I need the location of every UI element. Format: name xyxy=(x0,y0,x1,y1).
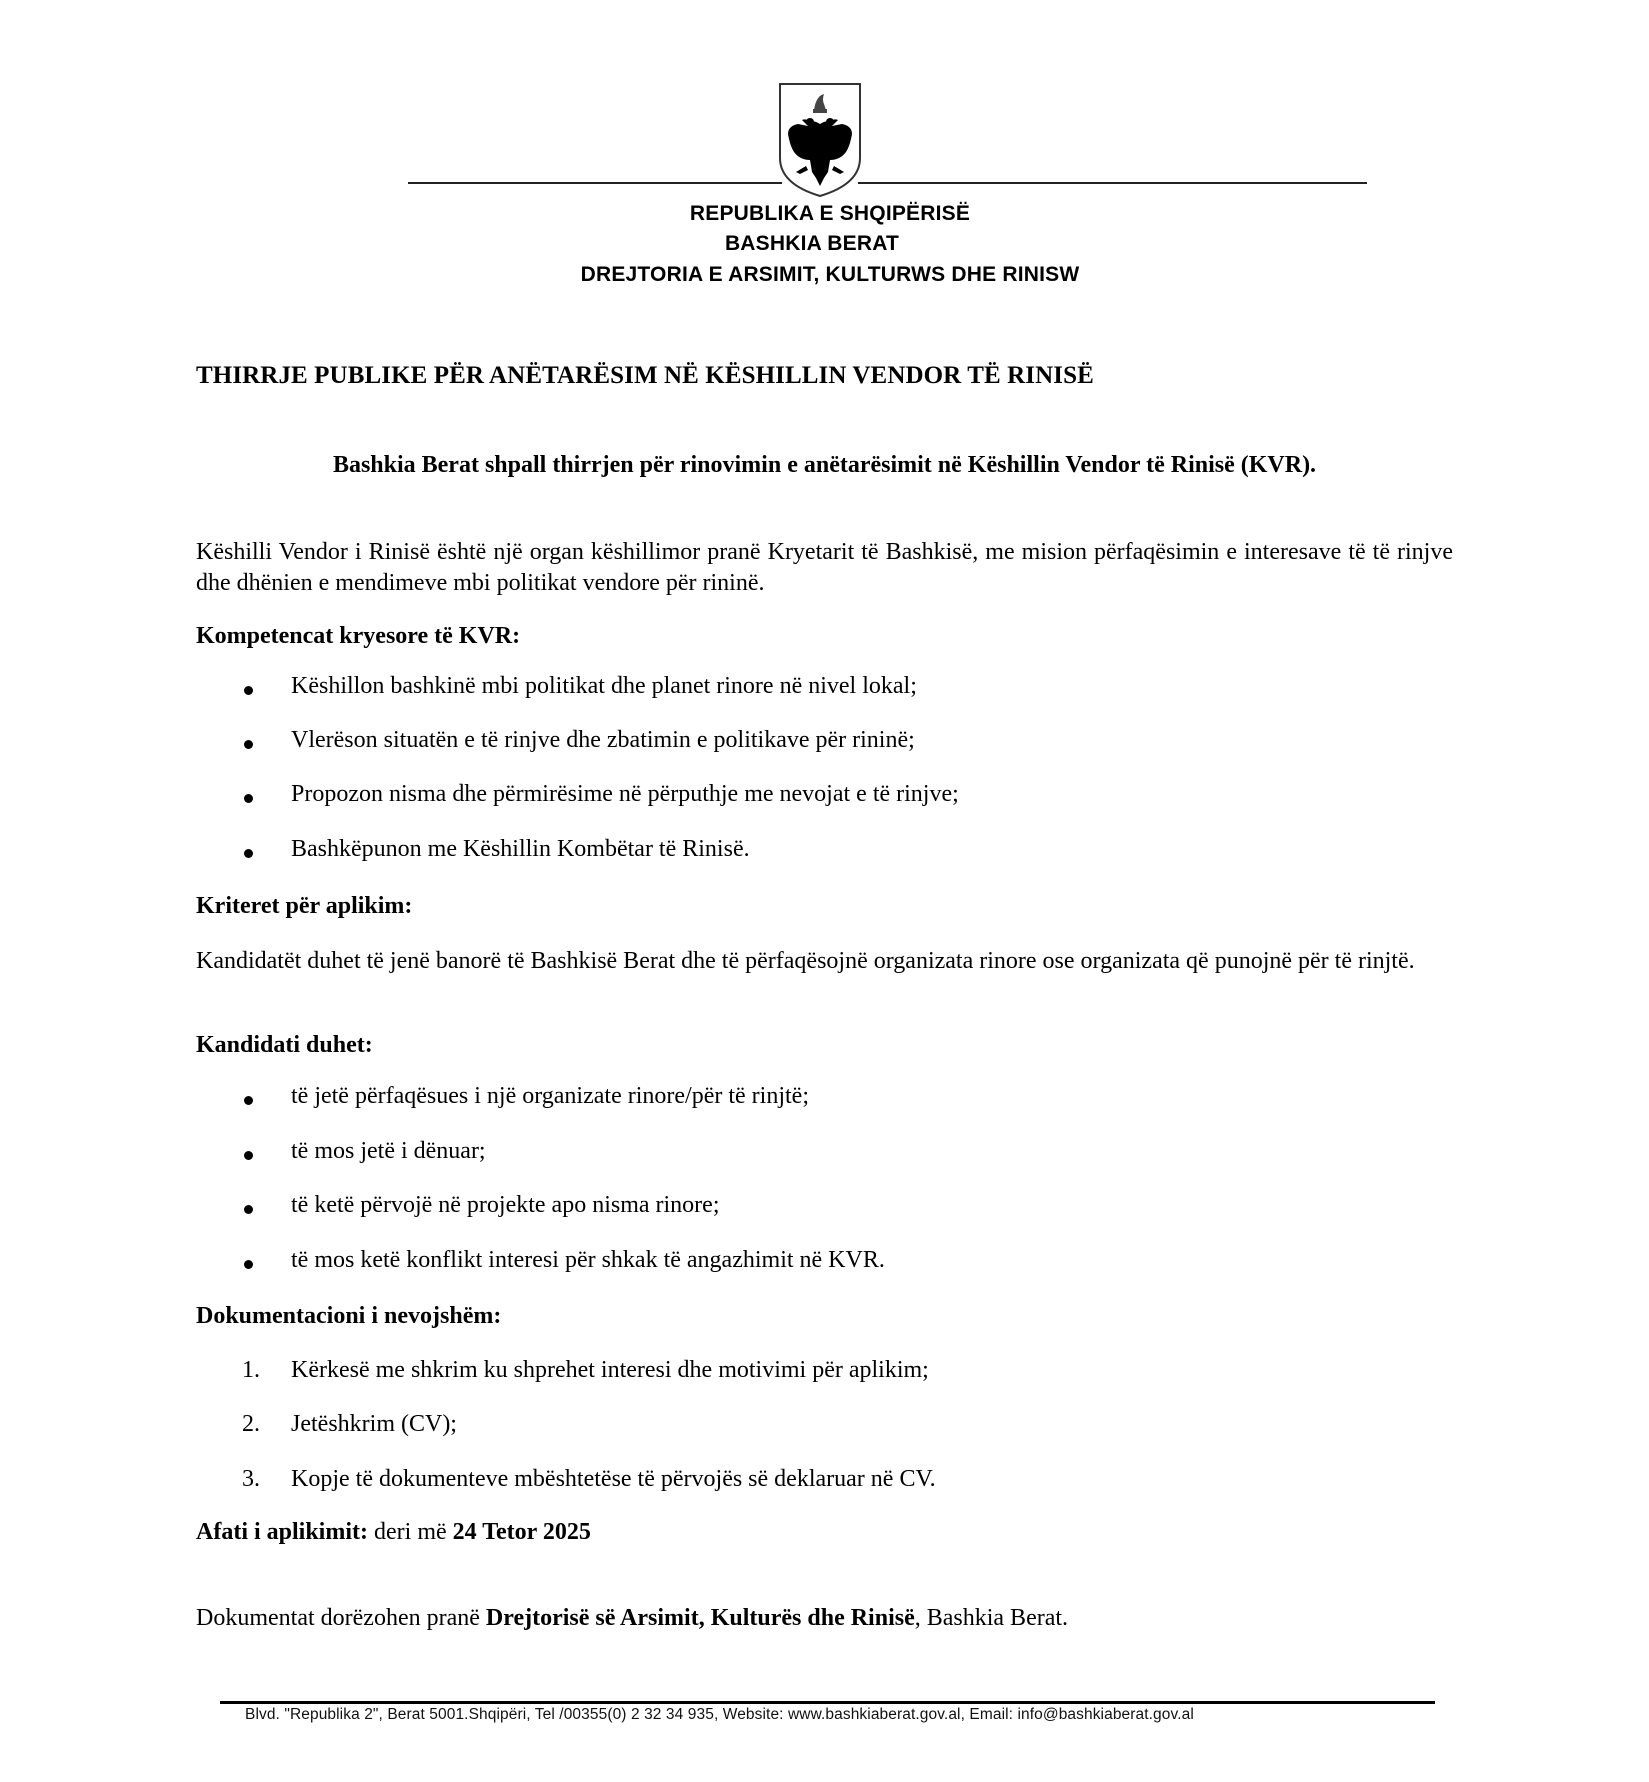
submission-suffix: , Bashkia Berat. xyxy=(914,1605,1069,1631)
competences-heading: Kompetencat kryesore të KVR: xyxy=(196,623,521,649)
list-item-text: Propozon nisma dhe përmirësime në përputhje me nevojat e të rinjve; xyxy=(291,781,959,807)
deadline-connector: deri më xyxy=(368,1519,453,1545)
list-item-text: Këshillon bashkinë mbi politikat dhe planet rinore në nivel lokal; xyxy=(291,673,917,699)
list-item-text: Jetëshkrim (CV); xyxy=(291,1411,457,1437)
list-item-text: Kërkesë me shkrim ku shprehet interesi dhe motivimi për aplikim; xyxy=(291,1357,929,1383)
letterhead-municipality: BASHKIA BERAT xyxy=(724,232,900,255)
submission-office: Drejtorisë së Arsimit, Kulturës dhe Rinisë xyxy=(485,1605,915,1631)
document-title: THIRRJE PUBLIKE PËR ANËTARËSIM NË KËSHILLIN VENDOR TË RINISË xyxy=(196,362,1094,389)
list-number: 2. xyxy=(242,1411,260,1437)
list-item-text: të mos ketë konflikt interesi për shkak të angazhimit në KVR. xyxy=(291,1247,885,1273)
bullet-icon xyxy=(244,1205,253,1214)
document-subtitle: Bashkia Berat shpall thirrjen për rinovimin e anëtarësimit në Këshillin Vendor të Rinisë (KVR). xyxy=(332,452,1317,478)
list-number: 3. xyxy=(242,1466,260,1492)
bullet-icon xyxy=(244,740,253,749)
header-rule-right xyxy=(858,182,1367,184)
deadline-line xyxy=(196,1519,591,1546)
list-item-text: të jetë përfaqësues i një organizate rinore/për të rinjtë; xyxy=(291,1083,809,1109)
bullet-icon xyxy=(244,686,253,695)
bullet-icon xyxy=(244,794,253,803)
bullet-icon xyxy=(244,1260,253,1269)
bullet-icon xyxy=(244,1151,253,1160)
list-item-text: Kopje të dokumenteve mbështetëse të përvojës së deklaruar në CV. xyxy=(291,1466,936,1492)
list-item-text: Bashkëpunon me Këshillin Kombëtar të Rinisë. xyxy=(291,836,750,862)
list-number: 1. xyxy=(242,1357,260,1383)
submission-line xyxy=(196,1605,1068,1632)
list-item-text: të ketë përvojë në projekte apo nisma rinore; xyxy=(291,1192,720,1218)
deadline-label: Afati i aplikimit: xyxy=(196,1519,368,1545)
footer-rule xyxy=(220,1701,1435,1704)
letterhead-country: REPUBLIKA E SHQIPËRISË xyxy=(689,202,971,225)
list-item-text: të mos jetë i dënuar; xyxy=(291,1138,486,1164)
criteria-heading: Kriteret për aplikim: xyxy=(196,893,413,919)
intro-paragraph: Këshilli Vendor i Rinisë është një organ këshillimor pranë Kryetarit të Bashkisë, me mision përfaqësimin e interesave të të rinjve dhe dhënien e mendimeve mbi politikat vendore për rininë. xyxy=(196,539,1453,596)
header-rule-left xyxy=(408,182,782,184)
letterhead-directorate: DREJTORIA E ARSIMIT, KULTURWS DHE RINISW xyxy=(580,263,1080,286)
footer-contact: Blvd. "Republika 2", Berat 5001.Shqipëri, Tel /00355(0) 2 32 34 935, Website: www.bashkiaberat.gov.al, Email: info@bashkiaberat.gov.al xyxy=(245,1706,1194,1723)
coat-of-arms-emblem xyxy=(776,80,864,198)
deadline-date: 24 Tetor 2025 xyxy=(452,1519,591,1545)
bullet-icon xyxy=(244,1096,253,1105)
bullet-icon xyxy=(244,849,253,858)
list-item-text: Vlerëson situatën e të rinjve dhe zbatimin e politikave për rininë; xyxy=(291,727,915,753)
documentation-heading: Dokumentacioni i nevojshëm: xyxy=(196,1303,502,1329)
candidate-heading: Kandidati duhet: xyxy=(196,1032,373,1058)
submission-prefix: Dokumentat dorëzohen pranë xyxy=(196,1605,486,1631)
criteria-paragraph: Kandidatët duhet të jenë banorë të Bashkisë Berat dhe të përfaqësojnë organizata rinore ose organizata që punojnë për të rinjtë. xyxy=(196,948,1415,974)
